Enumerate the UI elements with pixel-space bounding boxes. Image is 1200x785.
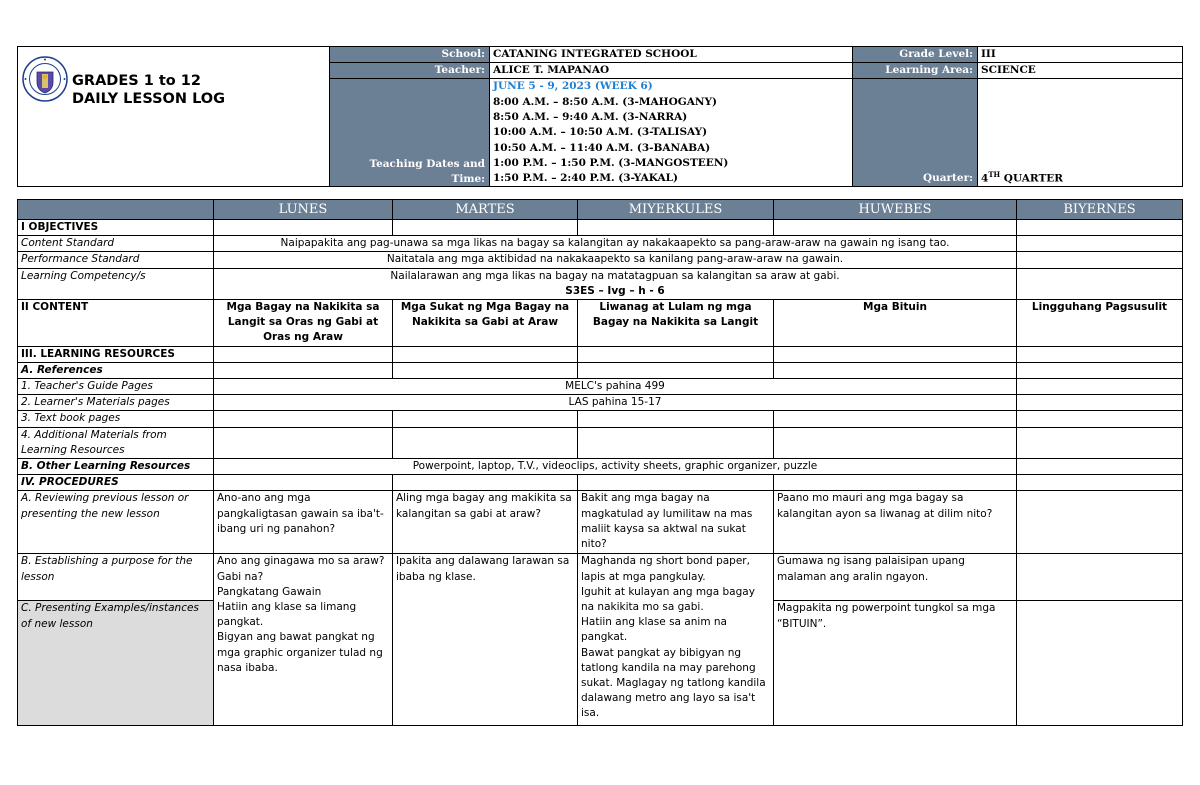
row-label-performance-standard: Performance Standard bbox=[18, 252, 214, 268]
teaching-dates-label-line1: Teaching Dates and bbox=[369, 158, 485, 171]
cell bbox=[214, 475, 393, 491]
teacher-label: Teacher: bbox=[330, 63, 490, 79]
cell bbox=[774, 411, 1017, 427]
schedule-row: 8:00 A.M. – 8:50 A.M. (3-MAHOGANY) bbox=[493, 95, 717, 108]
cell bbox=[393, 475, 578, 491]
cell bbox=[393, 362, 578, 378]
row-label-proc-c: C. Presenting Examples/instances of new lesson bbox=[18, 601, 214, 726]
quarter-label: Quarter: bbox=[853, 79, 978, 187]
competency-code: S3ES – Ivg – h - 6 bbox=[565, 284, 665, 297]
cell bbox=[393, 427, 578, 458]
schedule-row: 10:50 A.M. – 11:40 A.M. (3-BANABA) bbox=[493, 141, 711, 154]
row-label-proc-a: A. Reviewing previous lesson or presenting the new lesson bbox=[18, 491, 214, 554]
proc-b-miy-candles: Bawat pangkat ay bibigyan ng tatlong kandila na may parehong sukat. Maglagay ng tatlong kandila dalawang metro ang layo sa isa't isa. bbox=[581, 646, 766, 720]
teaching-dates-label bbox=[330, 79, 490, 187]
cell bbox=[774, 475, 1017, 491]
week-range: JUNE 5 - 9, 2023 (WEEK 6) bbox=[493, 80, 653, 93]
table-row bbox=[18, 220, 1183, 236]
schedule-row: 1:00 P.M. – 1:50 P.M. (3-MANGOSTEEN) bbox=[493, 156, 729, 169]
proc-b-lunes-group: Pangkatang Gawain bbox=[217, 585, 322, 598]
cell bbox=[578, 346, 774, 362]
day-header-huwebes: HUWEBES bbox=[774, 200, 1017, 220]
quarter-value: 4TH QUARTER bbox=[978, 79, 1183, 187]
proc-b-lunes-divide: Hatiin ang klase sa limang pangkat. bbox=[217, 601, 357, 629]
tg-pages-text: MELC's pahina 499 bbox=[214, 379, 1017, 395]
competency-text bbox=[214, 268, 1017, 299]
lm-pages-text: LAS pahina 15-17 bbox=[214, 395, 1017, 411]
additional-line1: 4. Additional Materials from bbox=[21, 428, 167, 441]
cell bbox=[774, 362, 1017, 378]
school-label: School: bbox=[330, 47, 490, 63]
lesson-table bbox=[17, 199, 1183, 726]
header-table bbox=[17, 46, 1183, 187]
grade-level-label: Grade Level: bbox=[853, 47, 978, 63]
schedule-row: 8:50 A.M. – 9:40 A.M. (3-NARRA) bbox=[493, 111, 688, 123]
cell bbox=[1017, 220, 1183, 236]
proc-bc-miyerkules bbox=[578, 554, 774, 726]
deped-seal-icon bbox=[22, 56, 68, 102]
proc-b-lunes-give: Bigyan ang bawat pangkat ng mga graphic organizer tulad ng nasa ibaba. bbox=[217, 631, 383, 674]
content-standard-text: Naipapakita ang pag-unawa sa mga likas na bagay sa kalangitan ay nakakaapekto sa pang-araw-araw na gawain ng isang tao. bbox=[214, 236, 1017, 252]
content-lunes: Mga Bagay na Nakikita sa Langit sa Oras ng Gabi at Oras ng Araw bbox=[214, 300, 393, 347]
table-row bbox=[18, 395, 1183, 411]
cell bbox=[214, 427, 393, 458]
day-header-row bbox=[18, 200, 1183, 220]
table-row bbox=[18, 459, 1183, 475]
document-title bbox=[72, 72, 225, 108]
content-miyerkules: Liwanag at Lulam ng mga Bagay na Nakikita sa Langit bbox=[578, 300, 774, 347]
teacher-value: ALICE T. MAPANAO bbox=[490, 63, 853, 79]
proc-b-huwebes: Gumawa ng isang palaisipan upang malaman ang aralin ngayon. bbox=[774, 554, 1017, 601]
row-label-textbook: 3. Text book pages bbox=[18, 411, 214, 427]
table-row bbox=[18, 427, 1183, 458]
row-label-resources: III. LEARNING RESOURCES bbox=[18, 346, 214, 362]
table-row bbox=[18, 268, 1183, 299]
row-label-additional bbox=[18, 427, 214, 458]
learning-area-label: Learning Area: bbox=[853, 63, 978, 79]
proc-a-lunes: Ano-ano ang mga pangkaligtasan gawain sa iba't-ibang uri ng panahon? bbox=[214, 491, 393, 554]
schedule-row: 10:00 A.M. – 10:50 A.M. (3-TALISAY) bbox=[493, 126, 708, 139]
table-row bbox=[18, 236, 1183, 252]
row-label-proc-b: B. Establishing a purpose for the lesson bbox=[18, 554, 214, 601]
cell bbox=[1017, 601, 1183, 726]
cell bbox=[393, 346, 578, 362]
proc-c-huwebes: Magpakita ng powerpoint tungkol sa mga “BITUIN”. bbox=[774, 601, 1017, 726]
cell bbox=[1017, 411, 1183, 427]
table-row bbox=[18, 475, 1183, 491]
cell bbox=[214, 346, 393, 362]
proc-a-miyerkules: Bakit ang mga bagay na magkatulad ay lumilitaw na mas maliit kaysa sa aktwal na sukat nito? bbox=[578, 491, 774, 554]
proc-bc-martes: Ipakita ang dalawang larawan sa ibaba ng klase. bbox=[393, 554, 578, 726]
cell bbox=[1017, 459, 1183, 475]
cell bbox=[1017, 379, 1183, 395]
cell bbox=[1017, 395, 1183, 411]
cell bbox=[1017, 475, 1183, 491]
cell bbox=[1017, 427, 1183, 458]
proc-a-martes: Aling mga bagay ang makikita sa kalangitan sa gabi at araw? bbox=[393, 491, 578, 554]
table-row bbox=[18, 252, 1183, 268]
schedule-row: 1:50 P.M. – 2:40 P.M. (3-YAKAL) bbox=[493, 172, 678, 185]
teaching-dates-value bbox=[490, 79, 853, 187]
row-label-content-standard: Content Standard bbox=[18, 236, 214, 252]
grade-level-value: III bbox=[978, 47, 1183, 63]
cell bbox=[393, 411, 578, 427]
proc-a-biyernes bbox=[1017, 491, 1183, 554]
row-label-objectives: I OBJECTIVES bbox=[18, 220, 214, 236]
cell bbox=[1017, 236, 1183, 252]
row-label-competency: Learning Competency/s bbox=[18, 268, 214, 299]
cell bbox=[1017, 252, 1183, 268]
day-header-biyernes: BIYERNES bbox=[1017, 200, 1183, 220]
row-label-references: A. References bbox=[18, 362, 214, 378]
table-row bbox=[18, 300, 1183, 347]
cell bbox=[774, 346, 1017, 362]
school-value: CATANING INTEGRATED SCHOOL bbox=[490, 47, 853, 63]
cell bbox=[578, 220, 774, 236]
proc-b-miy-draw: Iguhit at kulayan ang mga bagay na nakikita mo sa gabi. bbox=[581, 585, 755, 614]
cell bbox=[1017, 554, 1183, 601]
cell bbox=[214, 362, 393, 378]
cell bbox=[1017, 268, 1183, 299]
title-line2: DAILY LESSON LOG bbox=[72, 91, 226, 107]
row-label-tg-pages: 1. Teacher's Guide Pages bbox=[18, 379, 214, 395]
cell bbox=[578, 362, 774, 378]
cell bbox=[578, 475, 774, 491]
row-label-procedures: IV. PROCEDURES bbox=[18, 475, 214, 491]
additional-line2: Learning Resources bbox=[21, 443, 125, 456]
header-blank-cell bbox=[18, 200, 214, 220]
row-label-content: II CONTENT bbox=[18, 300, 214, 347]
content-biyernes: Lingguhang Pagsusulit bbox=[1017, 300, 1183, 347]
cell bbox=[774, 427, 1017, 458]
teaching-dates-label-line2: Time: bbox=[451, 172, 485, 185]
day-header-martes: MARTES bbox=[393, 200, 578, 220]
table-row bbox=[18, 362, 1183, 378]
cell bbox=[214, 220, 393, 236]
proc-b-lunes-q: Ano ang ginagawa mo sa araw? Gabi na? bbox=[217, 555, 385, 583]
table-row bbox=[18, 346, 1183, 362]
table-row bbox=[18, 411, 1183, 427]
table-row bbox=[18, 491, 1183, 554]
content-martes: Mga Sukat ng Mga Bagay na Nakikita sa Gabi at Araw bbox=[393, 300, 578, 347]
cell bbox=[393, 220, 578, 236]
cell bbox=[578, 427, 774, 458]
cell bbox=[774, 220, 1017, 236]
other-resources-text: Powerpoint, laptop, T.V., videoclips, activity sheets, graphic organizer, puzzle bbox=[214, 459, 1017, 475]
table-row bbox=[18, 554, 1183, 601]
competency-description: Nailalarawan ang mga likas na bagay na matatagpuan sa kalangitan sa araw at gabi. bbox=[390, 269, 840, 282]
cell bbox=[1017, 362, 1183, 378]
proc-b-miy-divide: Hatiin ang klase sa anim na pangkat. bbox=[581, 616, 727, 644]
cell bbox=[578, 411, 774, 427]
table-row bbox=[18, 379, 1183, 395]
cell bbox=[1017, 346, 1183, 362]
title-line1: GRADES 1 to 12 bbox=[72, 73, 201, 89]
content-huwebes: Mga Bituin bbox=[774, 300, 1017, 347]
proc-b-miy-prepare: Maghanda ng short bond paper, lapis at mga pangkulay. bbox=[581, 555, 750, 583]
row-label-lm-pages: 2. Learner's Materials pages bbox=[18, 395, 214, 411]
proc-a-huwebes: Paano mo mauri ang mga bagay sa kalangitan ayon sa liwanag at dilim nito? bbox=[774, 491, 1017, 554]
day-header-lunes: LUNES bbox=[214, 200, 393, 220]
row-label-other-resources: B. Other Learning Resources bbox=[18, 459, 214, 475]
cell bbox=[214, 411, 393, 427]
learning-area-value: SCIENCE bbox=[978, 63, 1183, 79]
proc-bc-lunes bbox=[214, 554, 393, 726]
day-header-miyerkules: MIYERKULES bbox=[578, 200, 774, 220]
performance-standard-text: Naitatala ang mga aktibidad na nakakaapekto sa kanilang pang-araw-araw na gawain. bbox=[214, 252, 1017, 268]
